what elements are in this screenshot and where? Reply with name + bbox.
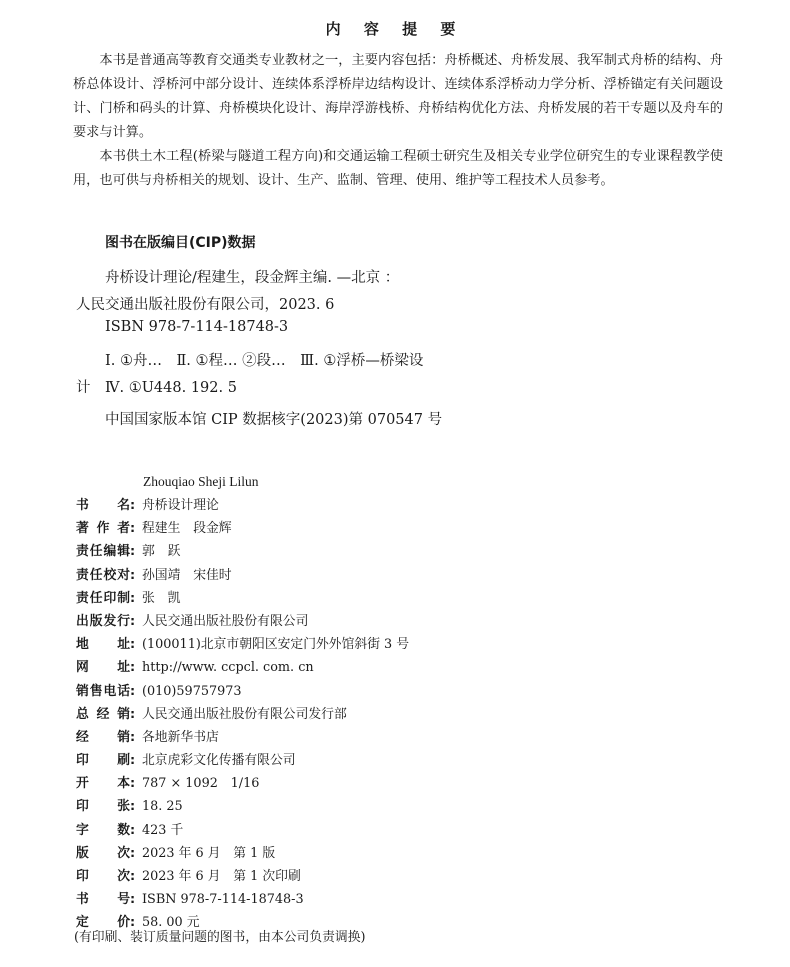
info-row-word-count: 字 数: 423 千 — [76, 819, 409, 842]
info-row-proofreader: 责任校对: 孙国靖 宋佳时 — [76, 564, 409, 587]
info-label: 字 数 — [76, 822, 130, 838]
info-row-sales-phone: 销售电话: (010)59757973 — [76, 680, 409, 703]
cip-heading: 图书在版编目(CIP)数据 — [105, 235, 256, 251]
info-value: 人民交通出版社股份有限公司 — [142, 613, 309, 629]
cip-classification-line: Ⅰ. ①舟… Ⅱ. ①程… ②段… Ⅲ. ①浮桥—桥梁设 — [105, 353, 424, 369]
info-label: 出版发行 — [76, 613, 130, 629]
info-label: 印 张 — [76, 799, 130, 815]
info-label: 网 址 — [76, 660, 130, 676]
info-value: 各地新华书店 — [142, 729, 219, 745]
info-row-authors: 著 作 者: 程建生 段金辉 — [76, 517, 409, 540]
info-row-printer: 印 刷: 北京虎彩文化传播有限公司 — [76, 749, 409, 772]
info-value: 58. 00 元 — [142, 915, 200, 931]
quality-notice: (有印刷、装订质量问题的图书，由本公司负责调换) — [74, 930, 366, 945]
info-row-format: 开 本: 787 × 1092 1/16 — [76, 772, 409, 795]
cip-record-number: 中国国家版本馆 CIP 数据核字(2023)第 070547 号 — [105, 412, 443, 428]
info-label: 印 刷 — [76, 753, 130, 769]
info-label: 经 销 — [76, 729, 130, 745]
info-value: 程建生 段金辉 — [142, 521, 232, 537]
cip-publisher-line: 人民交通出版社股份有限公司，2023. 6 — [76, 297, 335, 313]
info-label: 地 址 — [76, 637, 130, 653]
info-row-title: 书 名: 舟桥设计理论 — [76, 494, 409, 517]
info-row-print-supervisor: 责任印制: 张 凯 — [76, 587, 409, 610]
info-value: 2023 年 6 月 第 1 版 — [142, 845, 276, 861]
info-label: 责任印制 — [76, 590, 130, 606]
cip-title-line: 舟桥设计理论/程建生，段金辉主编. —北京 ： — [105, 270, 400, 286]
info-label: 总 经 销 — [76, 706, 130, 722]
info-row-publisher: 出版发行: 人民交通出版社股份有限公司 — [76, 610, 409, 633]
info-row-price: 定 价: 58. 00 元 — [76, 911, 409, 934]
info-value: http://www. ccpcl. com. cn — [142, 660, 314, 676]
info-value: (100011)北京市朝阳区安定门外外馆斜街 3 号 — [142, 637, 410, 653]
info-row-printing: 印 次: 2023 年 6 月 第 1 次印刷 — [76, 865, 409, 888]
info-value: 北京虎彩文化传播有限公司 — [142, 753, 296, 769]
info-row-website: 网 址: http://www. ccpcl. com. cn — [76, 656, 409, 679]
info-value: 人民交通出版社股份有限公司发行部 — [142, 706, 347, 722]
info-row-edition: 版 次: 2023 年 6 月 第 1 版 — [76, 842, 409, 865]
summary-title: 内 容 提 要 — [325, 20, 465, 38]
info-value: 孙国靖 宋佳时 — [142, 567, 232, 583]
book-info-table — [76, 494, 409, 935]
info-value: 张 凯 — [142, 590, 181, 606]
info-row-general-distributor: 总 经 销: 人民交通出版社股份有限公司发行部 — [76, 703, 409, 726]
info-value: (010)59757973 — [142, 683, 242, 699]
info-value: 2023 年 6 月 第 1 次印刷 — [142, 869, 301, 884]
info-label: 印 次 — [76, 869, 130, 884]
info-value: 郭 跃 — [142, 544, 181, 560]
summary-section — [73, 49, 723, 193]
cip-isbn-line: ISBN 978-7-114-18748-3 — [105, 319, 289, 335]
info-label: 开 本 — [76, 776, 130, 792]
summary-paragraph: 本书是普通高等教育交通类专业教材之一，主要内容包括：舟桥概述、舟桥发展、我军制式舟桥的结构、舟桥总体设计、浮桥河中部分设计、连续体系浮桥岸边结构设计、连续体系浮桥动力学分析、浮桥锚定有关问题设计、门桥和码头的计算、舟桥模块化设计、海岸浮游栈桥、舟桥结构优化方法、舟桥发展的若干专题以及舟车的要求与计算。 — [73, 53, 723, 140]
info-label: 书 号 — [76, 892, 130, 908]
info-label: 著 作 者 — [76, 521, 130, 537]
info-row-isbn: 书 号: ISBN 978-7-114-18748-3 — [76, 888, 409, 911]
cip-classification-continued: 计 Ⅳ. ①U448. 192. 5 — [76, 380, 237, 396]
info-value: 423 千 — [142, 822, 184, 838]
info-label: 销售电话 — [76, 683, 130, 699]
info-value: 18. 25 — [142, 799, 183, 815]
info-label: 定 价 — [76, 915, 130, 931]
info-value: ISBN 978-7-114-18748-3 — [142, 892, 304, 908]
info-row-editor: 责任编辑: 郭 跃 — [76, 540, 409, 563]
romanized-title: Zhouqiao Sheji Lilun — [143, 474, 259, 489]
info-value: 787 × 1092 1/16 — [142, 776, 260, 792]
info-label: 书 名 — [76, 498, 130, 513]
info-row-sheets: 印 张: 18. 25 — [76, 795, 409, 818]
info-value: 舟桥设计理论 — [142, 498, 219, 513]
info-label: 责任校对 — [76, 567, 130, 583]
info-row-address: 地 址: (100011)北京市朝阳区安定门外外馆斜街 3 号 — [76, 633, 409, 656]
summary-paragraph: 本书供土木工程(桥梁与隧道工程方向)和交通运输工程硕士研究生及相关专业学位研究生的专业课程教学使用，也可供与舟桥相关的规划、设计、生产、监制、管理、使用、维护等工程技术人员参考。 — [73, 149, 723, 188]
info-label: 版 次 — [76, 845, 130, 861]
info-label: 责任编辑 — [76, 544, 130, 560]
info-row-distributor: 经 销: 各地新华书店 — [76, 726, 409, 749]
